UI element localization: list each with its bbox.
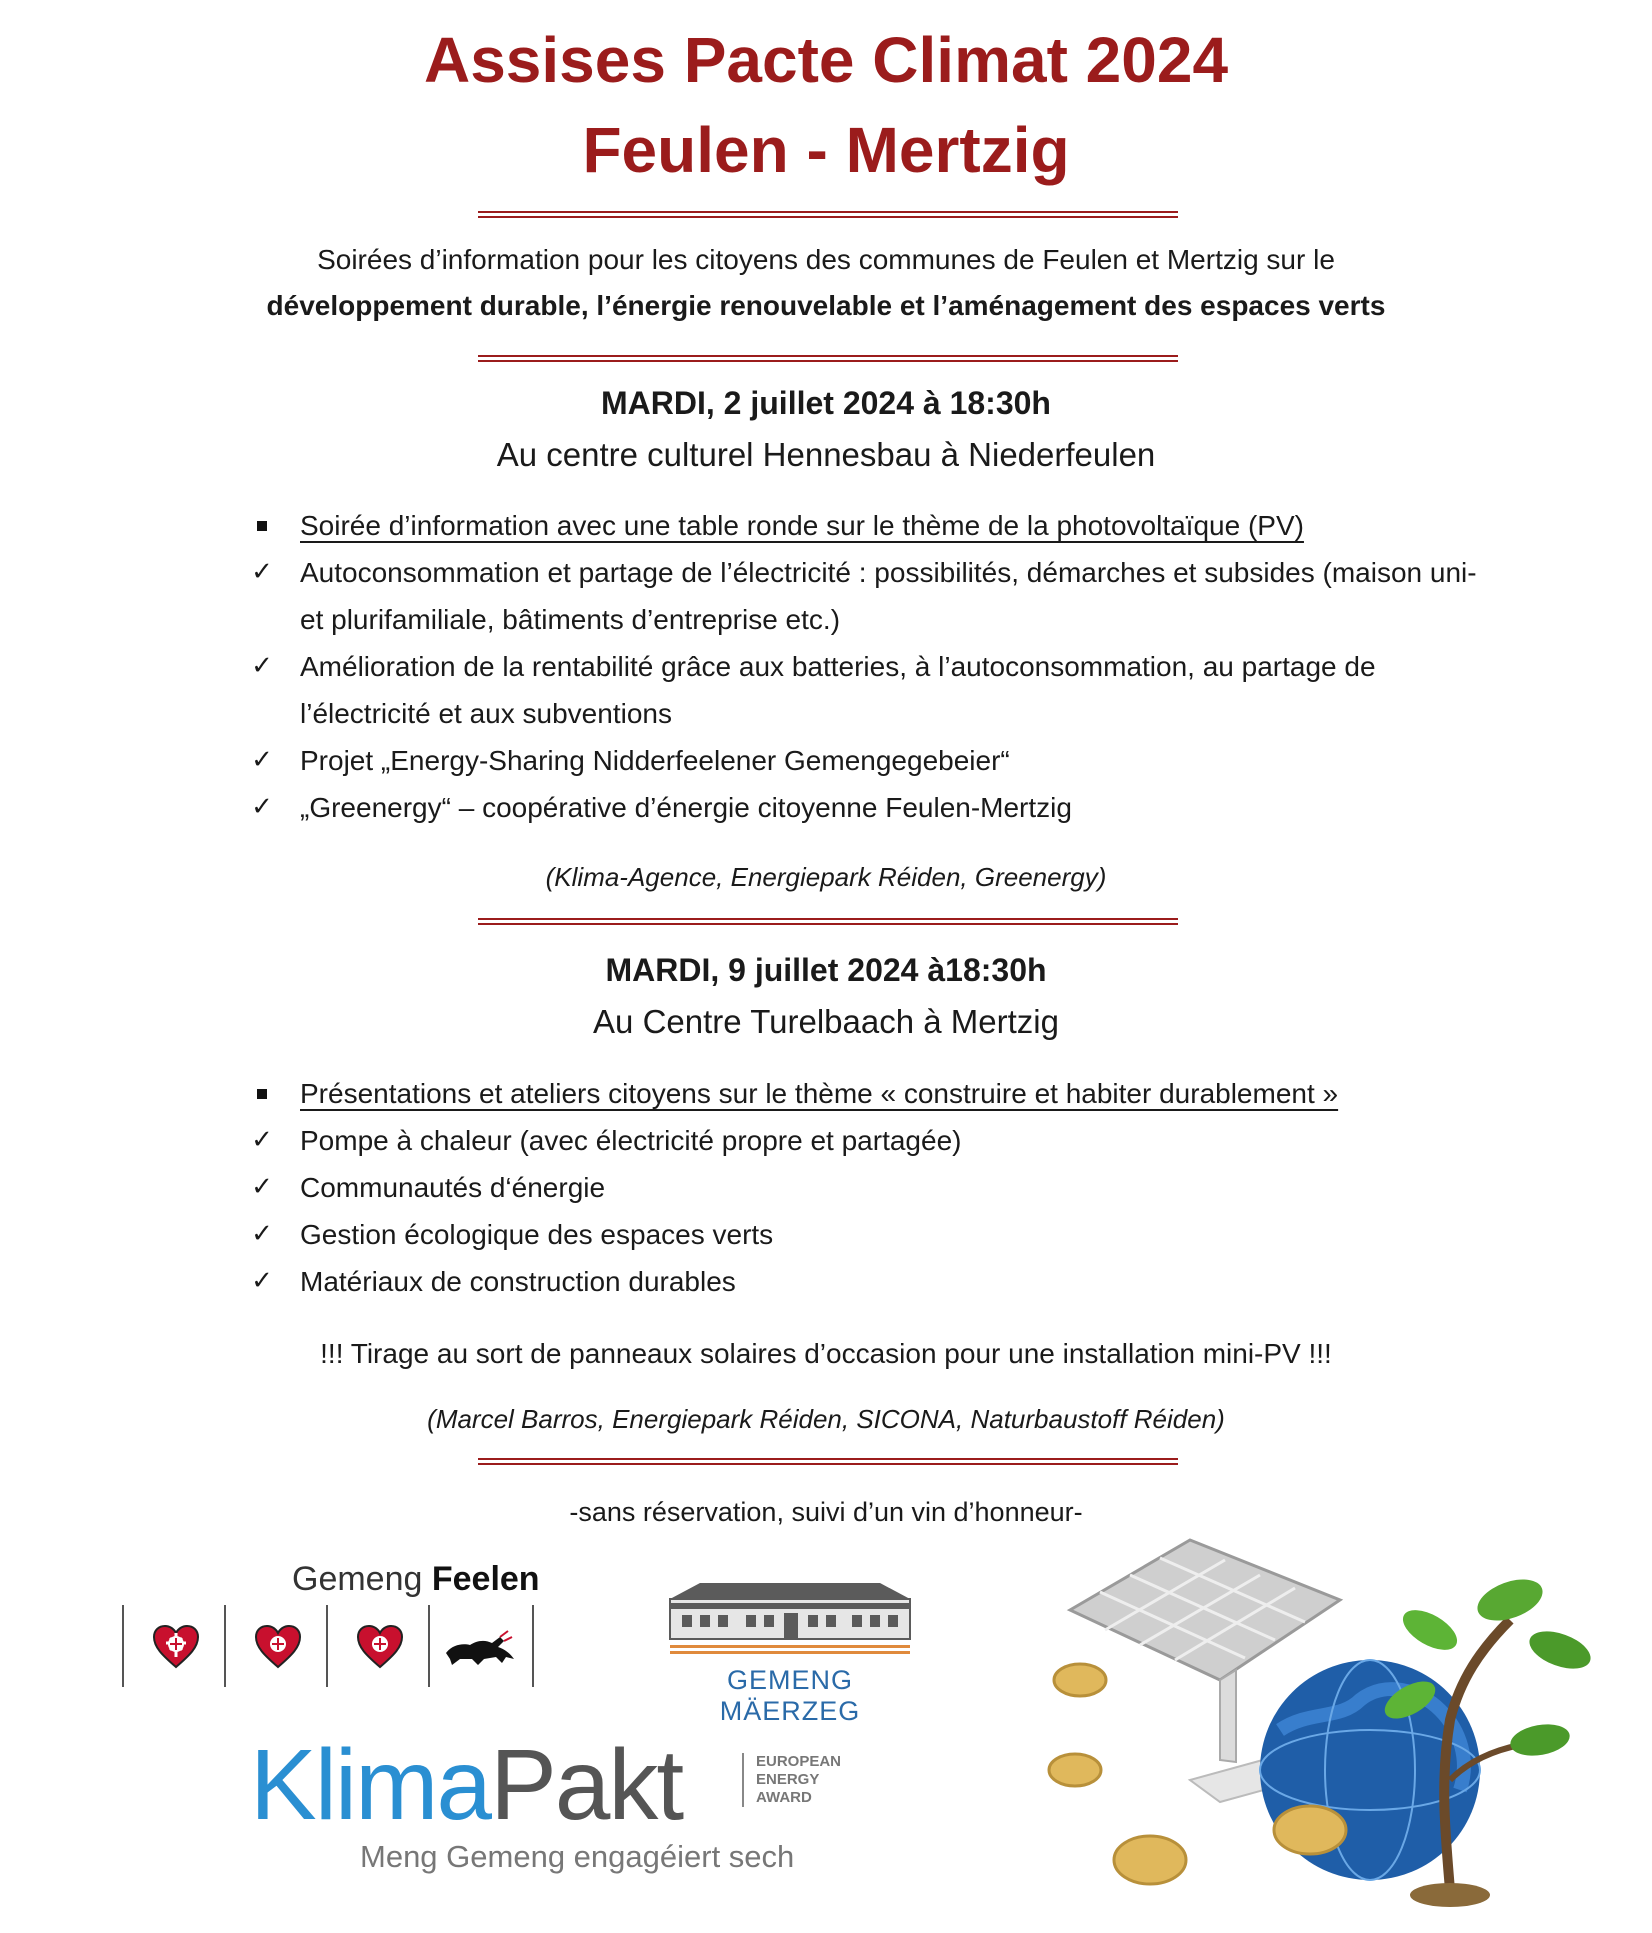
event2-item: Pompe à chaleur (avec électricité propre et partagée) xyxy=(300,1125,962,1156)
intro-line-2: développement durable, l’énergie renouvelable et l’aménagement des espaces verts xyxy=(266,290,1386,321)
square-bullet-icon xyxy=(248,502,276,549)
list-item xyxy=(248,1258,1478,1305)
town-hall-icon xyxy=(660,1565,920,1661)
klimapakt-tagline: Meng Gemeng engagéiert sech xyxy=(360,1839,795,1874)
main-title: Assises Pacte Climat 2024 xyxy=(423,24,1229,96)
list-item xyxy=(248,1070,1478,1117)
event1-date: MARDI, 2 juillet 2024 à 18:30h xyxy=(601,385,1051,421)
heart-cross-icon xyxy=(254,1623,302,1671)
checkmark-icon: ✓ xyxy=(251,1125,273,1155)
event2-item: Matériaux de construction durables xyxy=(300,1266,736,1297)
eea-line: AWARD xyxy=(756,1789,812,1806)
eea-badge xyxy=(742,1753,841,1807)
event1-item: Amélioration de la rentabilité grâce aux batteries, à l’autoconsommation, au partage de l’électricité et aux subventions xyxy=(300,651,1376,729)
checkmark-icon: ✓ xyxy=(251,557,273,587)
checkmark-icon: ✓ xyxy=(251,1219,273,1249)
event2-list xyxy=(248,1070,1478,1305)
crest-cell xyxy=(224,1605,328,1687)
divider xyxy=(478,1458,1178,1465)
event1-venue: Au centre culturel Hennesbau à Niederfeulen xyxy=(496,436,1156,473)
divider xyxy=(478,355,1178,362)
list-item xyxy=(248,737,1478,784)
heart-cross-icon xyxy=(152,1623,200,1671)
feelen-name: Feelen xyxy=(431,1560,540,1598)
feelen-prefix: Gemeng xyxy=(292,1560,423,1598)
square-bullet-icon xyxy=(248,1070,276,1117)
eea-line: ENERGY xyxy=(756,1771,820,1788)
feelen-crests xyxy=(122,1605,534,1687)
event1-credit: (Klima-Agence, Energiepark Réiden, Greenergy) xyxy=(545,862,1107,892)
klimapakt-logo xyxy=(250,1729,850,1875)
event2-item: Communautés d‘énergie xyxy=(300,1172,606,1203)
crest-cell xyxy=(428,1605,534,1687)
maerzeg-logo xyxy=(660,1565,920,1726)
event2-topic: Présentations et ateliers citoyens sur le thème « construire et habiter durablement » xyxy=(300,1078,1339,1109)
feelen-logo-title xyxy=(292,1560,540,1599)
main-subtitle: Feulen - Mertzig xyxy=(582,114,1070,186)
list-item xyxy=(248,1211,1478,1258)
checkmark-icon: ✓ xyxy=(251,1266,273,1296)
event2-venue: Au Centre Turelbaach à Mertzig xyxy=(593,1003,1059,1040)
event2-item: Gestion écologique des espaces verts xyxy=(300,1219,774,1250)
list-item xyxy=(248,643,1478,737)
list-item xyxy=(248,1164,1478,1211)
event1-list xyxy=(248,502,1478,831)
lion-icon xyxy=(440,1623,520,1671)
heart-cross-icon xyxy=(356,1623,404,1671)
list-item xyxy=(248,1117,1478,1164)
list-item xyxy=(248,784,1478,831)
crest-cell xyxy=(122,1605,226,1687)
eea-line: EUROPEAN xyxy=(756,1753,842,1770)
checkmark-icon: ✓ xyxy=(251,651,273,681)
maerzeg-label: GEMENG MÄERZEG xyxy=(719,1665,861,1726)
checkmark-icon: ✓ xyxy=(251,1172,273,1202)
divider xyxy=(478,211,1178,218)
checkmark-icon: ✓ xyxy=(251,792,273,822)
pakt-text: Pakt xyxy=(490,1729,683,1841)
event1-topic: Soirée d’information avec une table ronde sur le thème de la photovoltaïque (PV) xyxy=(300,510,1304,541)
klimapakt-wordmark xyxy=(250,1729,683,1841)
list-item xyxy=(248,549,1478,643)
event1-item: Projet „Energy-Sharing Nidderfeelener Gemengegebeier“ xyxy=(300,745,1010,776)
solar-globe-illustration xyxy=(1040,1530,1600,1910)
footer-note: -sans réservation, suivi d’un vin d’honneur- xyxy=(569,1497,1083,1527)
event2-date: MARDI, 9 juillet 2024 à18:30h xyxy=(605,952,1047,988)
event1-item: Autoconsommation et partage de l’électricité : possibilités, démarches et subsides (maison uni- et plurifamiliale, bâtiments d’entreprise etc.) xyxy=(300,557,1477,635)
event2-credit: (Marcel Barros, Energiepark Réiden, SICONA, Naturbaustoff Réiden) xyxy=(427,1404,1225,1434)
lottery-note: !!! Tirage au sort de panneaux solaires d’occasion pour une installation mini-PV !!! xyxy=(320,1338,1332,1369)
crest-cell xyxy=(326,1605,430,1687)
event1-item: „Greenergy“ – coopérative d’énergie citoyenne Feulen-Mertzig xyxy=(300,792,1072,823)
list-item xyxy=(248,502,1478,549)
divider xyxy=(478,918,1178,925)
klima-text: Klima xyxy=(250,1729,491,1841)
intro-line-1: Soirées d’information pour les citoyens des communes de Feulen et Mertzig sur le xyxy=(317,244,1335,275)
checkmark-icon: ✓ xyxy=(251,745,273,775)
